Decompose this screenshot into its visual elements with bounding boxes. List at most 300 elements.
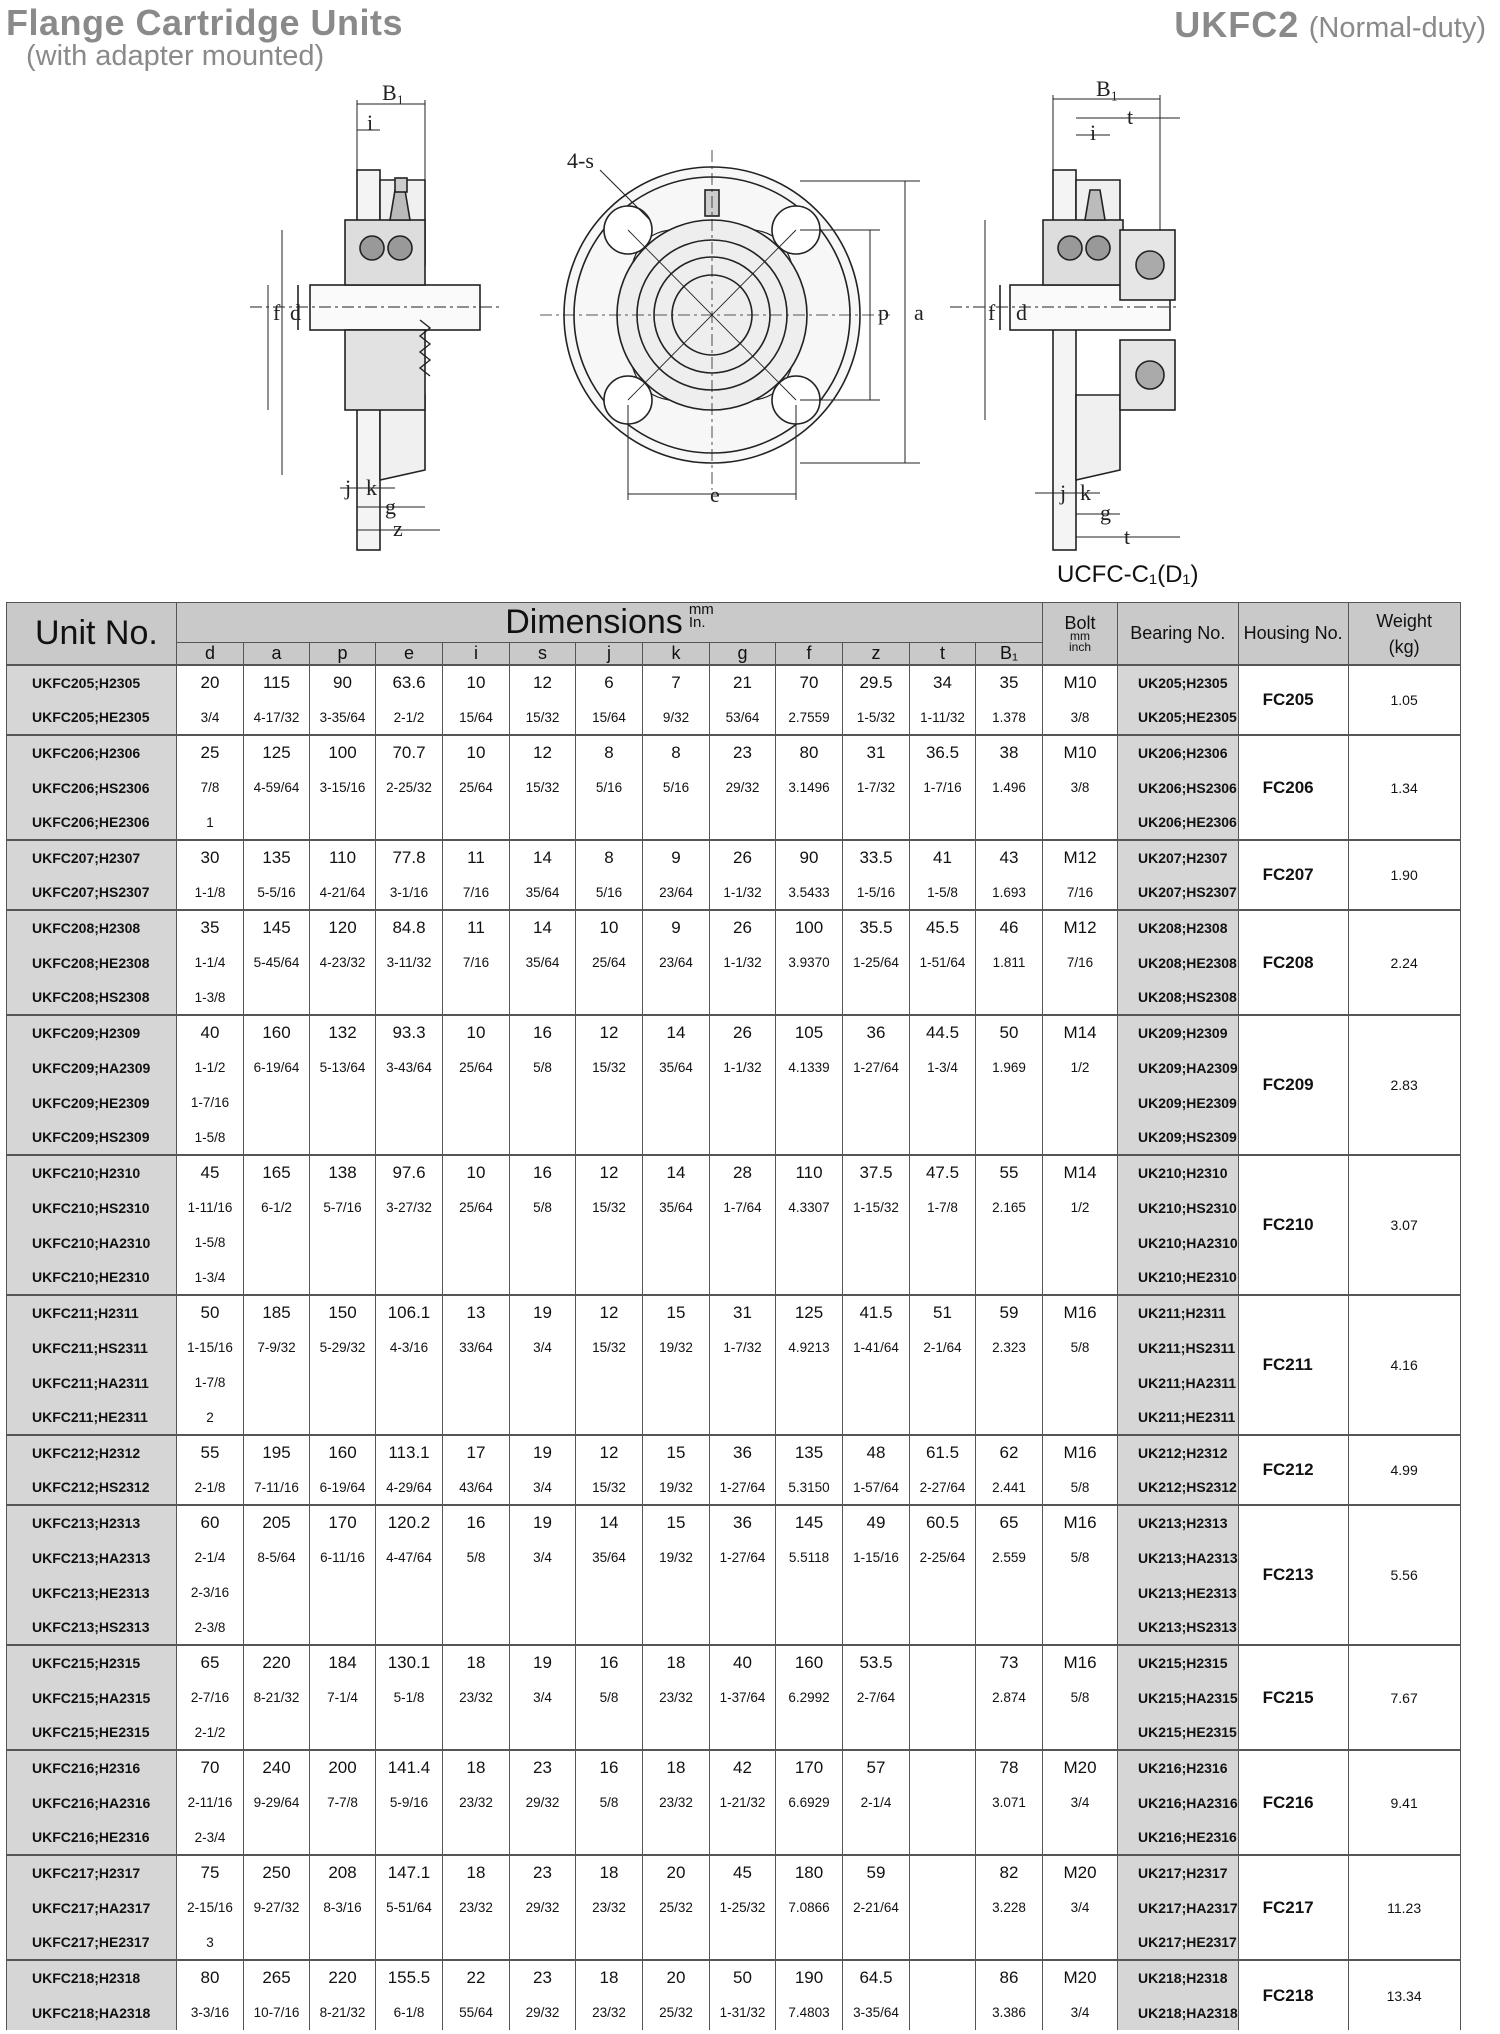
dim-cell: 5-1/8 (376, 1680, 443, 1715)
dim-d-cell: 2-11/16 (177, 1785, 244, 1820)
dim-cell: 23/32 (443, 1890, 510, 1925)
bolt-cell (1043, 1575, 1118, 1610)
dim-cell-empty (843, 1610, 910, 1645)
dim-cell: 23/32 (443, 1785, 510, 1820)
weight-cell: 4.16 (1348, 1295, 1460, 1435)
dim-cell: 23/32 (643, 1785, 710, 1820)
dim-cell-empty (310, 1260, 376, 1295)
dim-cell: 15/32 (510, 770, 576, 805)
dim-d-cell: 45 (177, 1155, 244, 1190)
dim-d-cell: 1-3/4 (177, 1260, 244, 1295)
dim-cell: 7/16 (443, 875, 510, 910)
dim-cell: 5/8 (576, 1680, 643, 1715)
bearing-no-cell: UK215;HA2315 (1118, 1680, 1239, 1715)
dim-cell-empty (643, 1260, 710, 1295)
dim-cell-empty (443, 1085, 510, 1120)
dim-cell: 3.071 (976, 1785, 1043, 1820)
dim-cell: 22 (443, 1960, 510, 1995)
unit-no-cell: UKFC215;HA2315 (7, 1680, 177, 1715)
dim-cell: 7 (643, 665, 710, 700)
dim-cell-empty (376, 1715, 443, 1750)
dim-cell: 9-27/32 (244, 1890, 310, 1925)
dim-cell-empty (710, 1225, 776, 1260)
dim-cell: 65 (976, 1505, 1043, 1540)
dim-cell: 5-7/16 (310, 1190, 376, 1225)
dim-cell: 46 (976, 910, 1043, 945)
bolt-cell: M16 (1043, 1295, 1118, 1330)
unit-no-cell: UKFC215;H2315 (7, 1645, 177, 1680)
dim-cell: 15 (643, 1435, 710, 1470)
table-row (7, 1435, 1461, 1470)
dim-cell-empty (976, 1225, 1043, 1260)
dim-cell (910, 1890, 976, 1925)
dim-cell: 250 (244, 1855, 310, 1890)
bearing-no-cell: UK212;H2312 (1118, 1435, 1239, 1470)
dim-cell: 25/64 (443, 1190, 510, 1225)
bearing-no-cell: UK206;HS2306 (1118, 770, 1239, 805)
dim-cell-empty (510, 1610, 576, 1645)
dim-cell: 7-7/8 (310, 1785, 376, 1820)
dim-cell: 48 (843, 1435, 910, 1470)
unit-no-cell: UKFC215;HE2315 (7, 1715, 177, 1750)
dim-cell: 1.496 (976, 770, 1043, 805)
dim-cell: 5/8 (443, 1540, 510, 1575)
dim-cell: 106.1 (376, 1295, 443, 1330)
dim-cell (910, 1645, 976, 1680)
dim-cell-empty (776, 1820, 843, 1855)
dim-cell: 1-37/64 (710, 1680, 776, 1715)
label-e: e (710, 482, 720, 507)
dim-cell: 51 (910, 1295, 976, 1330)
dim-cell: 41.5 (843, 1295, 910, 1330)
bearing-no-cell: UK205;HE2305 (1118, 700, 1239, 735)
bolt-cell (1043, 1925, 1118, 1960)
dim-cell-empty (643, 1610, 710, 1645)
dim-cell: 10 (443, 735, 510, 770)
dim-cell: 145 (776, 1505, 843, 1540)
unit-no-cell: UKFC216;HA2316 (7, 1785, 177, 1820)
dim-cell: 15/32 (576, 1190, 643, 1225)
dim-cell-empty (843, 1260, 910, 1295)
dim-cell: 14 (510, 910, 576, 945)
dim-cell-empty (910, 1575, 976, 1610)
dim-cell: 2.7559 (776, 700, 843, 735)
col-t-header: t (910, 643, 976, 666)
col-k-header: k (643, 643, 710, 666)
dim-cell-empty (310, 1365, 376, 1400)
dim-cell-empty (244, 980, 310, 1015)
dim-d-cell: 2-3/4 (177, 1820, 244, 1855)
unit-no-cell: UKFC206;HE2306 (7, 805, 177, 840)
dim-cell: 7-11/16 (244, 1470, 310, 1505)
table-row (7, 1015, 1461, 1050)
dim-cell: 1-3/4 (910, 1050, 976, 1085)
dim-cell-empty (776, 1225, 843, 1260)
unit-no-cell: UKFC213;HS2313 (7, 1610, 177, 1645)
table-row (7, 840, 1461, 875)
dim-cell: 6-1/8 (376, 1995, 443, 2030)
bolt-cell: 5/8 (1043, 1470, 1118, 1505)
dim-cell-empty (910, 1715, 976, 1750)
dim-cell-empty (843, 805, 910, 840)
dim-cell: 4.9213 (776, 1330, 843, 1365)
dim-cell: 14 (510, 840, 576, 875)
dim-d-cell: 1-1/4 (177, 945, 244, 980)
dim-cell: 9 (643, 910, 710, 945)
dim-cell: 16 (576, 1750, 643, 1785)
unit-no-cell: UKFC213;HE2313 (7, 1575, 177, 1610)
dim-cell: 1-7/16 (910, 770, 976, 805)
unit-no-cell: UKFC208;HE2308 (7, 945, 177, 980)
dim-cell: 64.5 (843, 1960, 910, 1995)
dim-cell: 14 (643, 1015, 710, 1050)
dim-cell: 29/32 (710, 770, 776, 805)
label-a: a (914, 300, 924, 325)
dim-cell-empty (510, 1400, 576, 1435)
dim-cell: 97.6 (376, 1155, 443, 1190)
dim-cell: 10 (443, 1155, 510, 1190)
dim-cell: 5-9/16 (376, 1785, 443, 1820)
dim-d-cell: 1 (177, 805, 244, 840)
bearing-no-cell: UK215;HE2315 (1118, 1715, 1239, 1750)
housing-no-cell: FC208 (1238, 910, 1348, 1015)
dim-cell-empty (710, 1575, 776, 1610)
dim-cell-empty (244, 1260, 310, 1295)
dim-cell: 2-27/64 (910, 1470, 976, 1505)
dim-cell: 33/64 (443, 1330, 510, 1365)
dim-cell: 37.5 (843, 1155, 910, 1190)
dim-cell: 3-35/64 (310, 700, 376, 735)
dim-cell: 1-1/32 (710, 1050, 776, 1085)
dim-cell: 53/64 (710, 700, 776, 735)
bearing-no-cell: UK216;HA2316 (1118, 1785, 1239, 1820)
dim-cell-empty (376, 805, 443, 840)
dim-cell: 90 (776, 840, 843, 875)
dim-cell-empty (310, 1120, 376, 1155)
dim-cell: 28 (710, 1155, 776, 1190)
label-j-right: j (1060, 480, 1067, 505)
dim-cell: 18 (643, 1750, 710, 1785)
dim-cell: 160 (776, 1645, 843, 1680)
dim-cell: 50 (976, 1015, 1043, 1050)
bearing-no-cell: UK215;H2315 (1118, 1645, 1239, 1680)
dim-cell: 265 (244, 1960, 310, 1995)
dim-cell: 3.9370 (776, 945, 843, 980)
dim-cell: 185 (244, 1295, 310, 1330)
bearing-no-cell: UK211;HS2311 (1118, 1330, 1239, 1365)
dim-cell-empty (376, 1120, 443, 1155)
dim-cell: 3.1496 (776, 770, 843, 805)
weight-cell: 1.90 (1348, 840, 1460, 910)
dim-cell: 73 (976, 1645, 1043, 1680)
table-row (7, 1960, 1461, 1995)
bearing-no-cell: UK206;H2306 (1118, 735, 1239, 770)
dim-cell: 2-1/64 (910, 1330, 976, 1365)
dim-cell: 80 (776, 735, 843, 770)
dim-cell: 18 (443, 1645, 510, 1680)
unit-no-cell: UKFC216;HE2316 (7, 1820, 177, 1855)
dim-cell-empty (376, 1400, 443, 1435)
dim-cell-empty (244, 1925, 310, 1960)
dim-cell: 10-7/16 (244, 1995, 310, 2030)
dim-cell: 50 (710, 1960, 776, 1995)
label-j-left: j (345, 475, 352, 500)
bolt-cell: 3/4 (1043, 1995, 1118, 2030)
dim-cell-empty (976, 805, 1043, 840)
dim-cell: 19 (510, 1645, 576, 1680)
dim-d-cell: 40 (177, 1015, 244, 1050)
dim-cell: 1-7/32 (710, 1330, 776, 1365)
dim-cell-empty (576, 1260, 643, 1295)
unit-no-cell: UKFC212;H2312 (7, 1435, 177, 1470)
dim-cell-empty (576, 1085, 643, 1120)
dim-cell-empty (244, 805, 310, 840)
dim-d-cell: 2-1/4 (177, 1540, 244, 1575)
dim-cell-empty (843, 1365, 910, 1400)
bolt-header: Bolt mm inch (1043, 603, 1118, 666)
bearing-no-cell: UK217;HA2317 (1118, 1890, 1239, 1925)
dim-cell: 15/32 (576, 1050, 643, 1085)
dim-d-cell: 65 (177, 1645, 244, 1680)
dim-cell-empty (443, 805, 510, 840)
dim-cell: 29/32 (510, 1785, 576, 1820)
duty-class: (Normal-duty) (1308, 12, 1486, 44)
label-p: p (878, 300, 889, 325)
dim-cell: 49 (843, 1505, 910, 1540)
dim-cell: 12 (576, 1435, 643, 1470)
dim-cell: 135 (776, 1435, 843, 1470)
dim-cell-empty (643, 1575, 710, 1610)
bearing-no-cell: UK211;H2311 (1118, 1295, 1239, 1330)
dim-cell-empty (510, 1715, 576, 1750)
dim-d-cell: 1-7/16 (177, 1085, 244, 1120)
dim-cell: 3-27/32 (376, 1190, 443, 1225)
dim-cell: 9 (643, 840, 710, 875)
weight-cell: 7.67 (1348, 1645, 1460, 1750)
dim-cell: 35/64 (510, 945, 576, 980)
dim-cell: 5-13/64 (310, 1050, 376, 1085)
dim-cell-empty (244, 1120, 310, 1155)
dim-cell: 3/4 (510, 1680, 576, 1715)
bearing-no-cell: UK208;H2308 (1118, 910, 1239, 945)
dim-cell: 3.386 (976, 1995, 1043, 2030)
dim-cell: 36.5 (910, 735, 976, 770)
dim-cell: 1-5/16 (843, 875, 910, 910)
dim-cell: 115 (244, 665, 310, 700)
page-title: Flange Cartridge Units (6, 2, 404, 43)
dim-cell: 3/4 (510, 1470, 576, 1505)
bolt-cell: 1/2 (1043, 1190, 1118, 1225)
dim-cell: 135 (244, 840, 310, 875)
bolt-cell (1043, 1260, 1118, 1295)
unit-no-cell: UKFC209;H2309 (7, 1015, 177, 1050)
dim-cell: 18 (576, 1960, 643, 1995)
bolt-cell: 7/16 (1043, 945, 1118, 980)
label-g-left: g (385, 494, 396, 519)
bolt-cell: M20 (1043, 1960, 1118, 1995)
dim-cell: 125 (776, 1295, 843, 1330)
dim-cell: 82 (976, 1855, 1043, 1890)
dim-cell: 40 (710, 1645, 776, 1680)
dim-cell: 19/32 (643, 1330, 710, 1365)
bolt-cell (1043, 1610, 1118, 1645)
housing-no-cell: FC207 (1238, 840, 1348, 910)
dim-cell: 5-51/64 (376, 1890, 443, 1925)
dim-cell: 55 (976, 1155, 1043, 1190)
dim-cell: 23 (710, 735, 776, 770)
dim-cell: 1-57/64 (843, 1470, 910, 1505)
dim-cell-empty (443, 1575, 510, 1610)
dim-cell-empty (843, 980, 910, 1015)
dim-cell-empty (443, 1610, 510, 1645)
dim-cell-empty (576, 1925, 643, 1960)
dim-cell: 1-1/32 (710, 875, 776, 910)
dim-cell: 195 (244, 1435, 310, 1470)
bearing-no-header: Bearing No. (1118, 603, 1239, 666)
dim-cell-empty (976, 1610, 1043, 1645)
dim-cell: 105 (776, 1015, 843, 1050)
dim-cell: 2.323 (976, 1330, 1043, 1365)
dim-cell-empty (443, 1820, 510, 1855)
dim-cell-empty (643, 1715, 710, 1750)
dim-cell: 16 (443, 1505, 510, 1540)
dim-cell: 220 (310, 1960, 376, 1995)
dim-cell: 62 (976, 1435, 1043, 1470)
dim-cell-empty (843, 1120, 910, 1155)
dimensions-header: Dimensions mm In. (177, 603, 1043, 643)
dim-cell: 10 (576, 910, 643, 945)
dim-cell: 16 (576, 1645, 643, 1680)
dim-cell: 184 (310, 1645, 376, 1680)
dim-cell-empty (910, 1085, 976, 1120)
dim-cell-empty (776, 1925, 843, 1960)
dim-cell-empty (310, 1225, 376, 1260)
front-view (540, 150, 920, 500)
label-f-right: f (988, 300, 996, 325)
dim-cell: 29/32 (510, 1890, 576, 1925)
dim-cell: 141.4 (376, 1750, 443, 1785)
dim-cell: 1-31/32 (710, 1995, 776, 2030)
unit-no-cell: UKFC211;HS2311 (7, 1330, 177, 1365)
dim-cell: 41 (910, 840, 976, 875)
dim-cell: 16 (510, 1155, 576, 1190)
dim-cell: 19 (510, 1435, 576, 1470)
dim-cell-empty (443, 1120, 510, 1155)
model-number: UKFC2 (1174, 4, 1300, 45)
bearing-no-cell: UK207;HS2307 (1118, 875, 1239, 910)
dim-cell: 19/32 (643, 1470, 710, 1505)
table-row (7, 1645, 1461, 1680)
dim-cell: 12 (576, 1155, 643, 1190)
weight-header: Weight (kg) (1348, 603, 1460, 666)
unit-no-cell: UKFC208;HS2308 (7, 980, 177, 1015)
dim-cell: 2.441 (976, 1470, 1043, 1505)
dim-cell-empty (510, 1925, 576, 1960)
dim-cell: 130.1 (376, 1645, 443, 1680)
dim-d-cell: 3-3/16 (177, 1995, 244, 2030)
dim-cell-empty (910, 1610, 976, 1645)
dim-cell: 220 (244, 1645, 310, 1680)
dim-cell: 8 (576, 840, 643, 875)
bolt-cell: 3/8 (1043, 700, 1118, 735)
dim-cell-empty (376, 1085, 443, 1120)
dim-cell-empty (244, 1575, 310, 1610)
bolt-cell: 5/8 (1043, 1330, 1118, 1365)
dim-cell: 35/64 (643, 1190, 710, 1225)
bolt-cell: 7/16 (1043, 875, 1118, 910)
dim-cell: 113.1 (376, 1435, 443, 1470)
dim-cell: 240 (244, 1750, 310, 1785)
bearing-no-cell: UK216;HE2316 (1118, 1820, 1239, 1855)
dim-cell: 23 (510, 1750, 576, 1785)
unit-no-cell: UKFC213;HA2313 (7, 1540, 177, 1575)
dim-cell: 5.3150 (776, 1470, 843, 1505)
dim-cell-empty (443, 1925, 510, 1960)
header-row-top (7, 603, 1461, 643)
dim-cell: 1-25/64 (843, 945, 910, 980)
dim-cell: 18 (443, 1855, 510, 1890)
dim-cell: 150 (310, 1295, 376, 1330)
dim-cell-empty (843, 1225, 910, 1260)
dim-cell: 13 (443, 1295, 510, 1330)
dim-cell-empty (976, 1715, 1043, 1750)
dim-cell: 1-25/32 (710, 1890, 776, 1925)
table-row (7, 665, 1461, 700)
dim-d-cell: 30 (177, 840, 244, 875)
dim-cell-empty (576, 1610, 643, 1645)
col-f-header: f (776, 643, 843, 666)
unit-no-cell: UKFC206;H2306 (7, 735, 177, 770)
dim-cell: 1-7/32 (843, 770, 910, 805)
dim-cell: 1.969 (976, 1050, 1043, 1085)
dim-cell: 200 (310, 1750, 376, 1785)
dim-cell: 33.5 (843, 840, 910, 875)
dim-cell: 180 (776, 1855, 843, 1890)
bolt-cell (1043, 1365, 1118, 1400)
dim-cell: 15/32 (576, 1470, 643, 1505)
dim-cell: 125 (244, 735, 310, 770)
dim-cell: 15/32 (576, 1330, 643, 1365)
dim-cell-empty (643, 1225, 710, 1260)
dim-cell: 35/64 (643, 1050, 710, 1085)
dim-cell: 57 (843, 1750, 910, 1785)
bolt-cell: 3/4 (1043, 1785, 1118, 1820)
dim-cell: 9-29/64 (244, 1785, 310, 1820)
dim-cell-empty (510, 1120, 576, 1155)
dim-cell: 59 (976, 1295, 1043, 1330)
bearing-no-cell: UK212;HS2312 (1118, 1470, 1239, 1505)
col-b1-header: B₁ (976, 643, 1043, 666)
dim-cell: 35 (976, 665, 1043, 700)
col-g-header: g (710, 643, 776, 666)
dim-cell: 61.5 (910, 1435, 976, 1470)
table-row (7, 735, 1461, 770)
dim-d-cell: 20 (177, 665, 244, 700)
dim-cell: 132 (310, 1015, 376, 1050)
dim-cell-empty (776, 1400, 843, 1435)
dim-cell: 1-7/8 (910, 1190, 976, 1225)
bolt-cell: 3/8 (1043, 770, 1118, 805)
dim-cell: 2-1/2 (376, 700, 443, 735)
dim-cell: 86 (976, 1960, 1043, 1995)
dim-cell: 5/8 (510, 1050, 576, 1085)
dim-cell-empty (244, 1820, 310, 1855)
dim-cell (910, 1960, 976, 1995)
dim-cell: 23/32 (576, 1995, 643, 2030)
dim-cell: 1.811 (976, 945, 1043, 980)
bolt-cell (1043, 980, 1118, 1015)
bearing-no-cell: UK208;HE2308 (1118, 945, 1239, 980)
